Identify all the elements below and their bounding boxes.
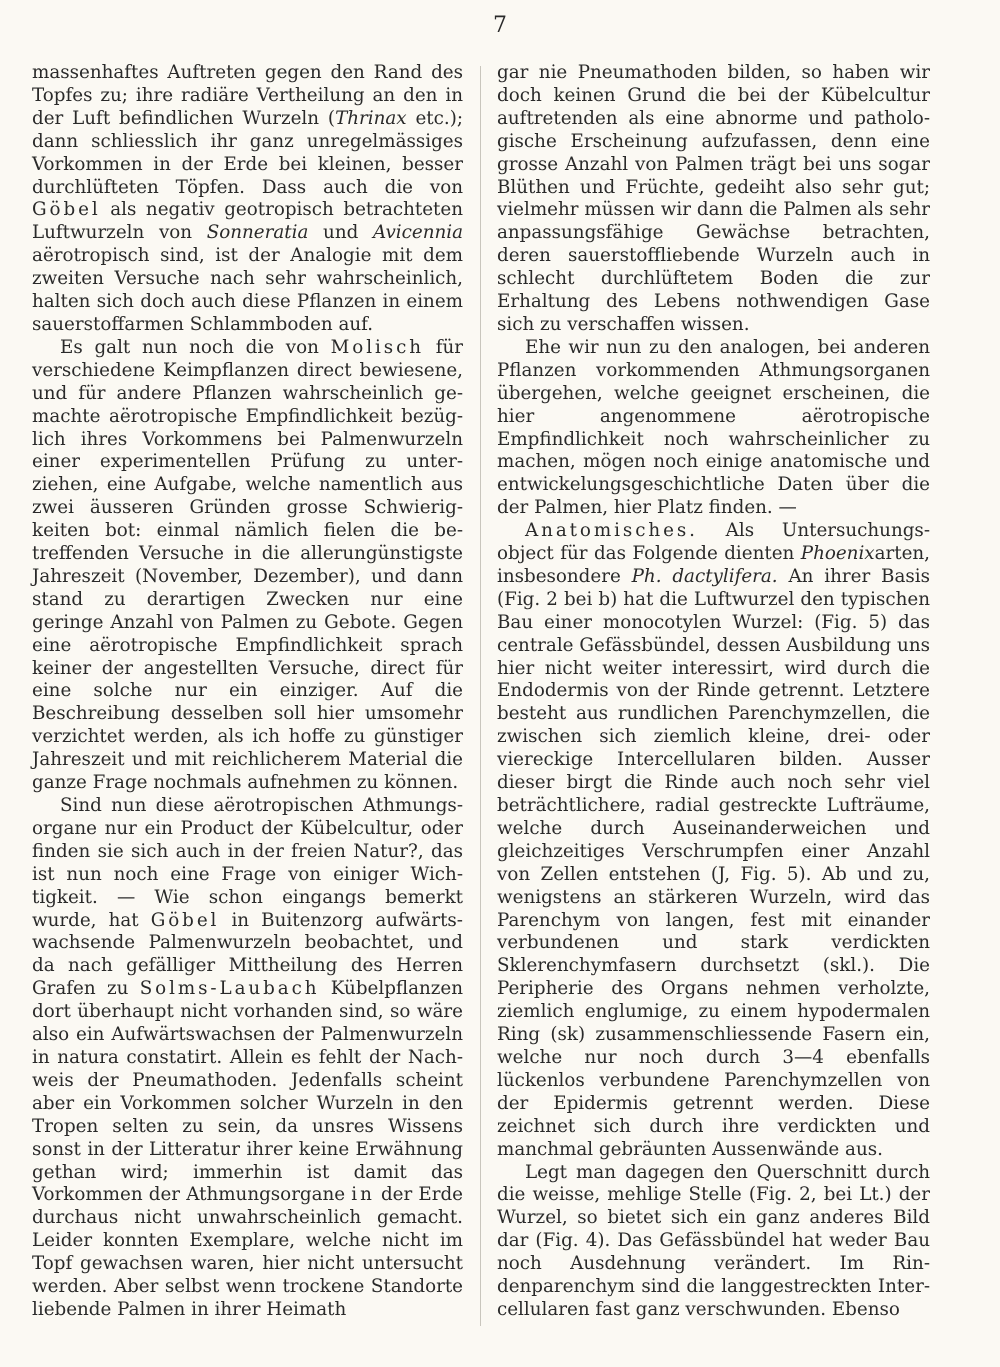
italic-taxon: Ph. dactylifera. — [631, 565, 778, 587]
text-run: gar nie Pneumathoden bilden, so haben wir doch keinen Grund die bei der Kübelcultur auftretenden als eine abnorme und pathologische Erscheinung aufzufassen, denn eine grosse Anzahl von Palmen trägt bei uns sogar Blüthen und Früchte, gedeiht also sehr gut; vielmehr müssen wir dann die Palmen als sehr anpassungsfähige Gewächse betrachten, deren sauerstoffliebende Wurzeln auch in schlecht durchlüftetem Boden die zur Erhaltung des Lebens nothwendigen Gase sich zu verschaffen wissen. — [497, 62, 930, 335]
italic-taxon: Sonneratia — [206, 222, 309, 244]
spaced-author-name: Göbel — [32, 199, 101, 221]
left-column — [32, 62, 463, 1322]
page-number: 7 — [493, 13, 507, 38]
text-run: Kübelpflanzen dort überhaupt nicht vorhanden sind, so wäre also ein Aufwärtswachsen der Palmenwurzeln in natura constatirt. Allein es fehlt der Nachweis der Pneumathoden. Jedenfalls scheint aber ein Vorkommen solcher Wurzeln in den Tropen selten zu sein, da unsres Wissens sonst in der Litteratur ihrer keine Erwähnung gethan wird; immerhin ist damit das Vorkommen der Athmungsorgane — [32, 978, 463, 1206]
italic-taxon: Avicennia — [373, 222, 463, 244]
spaced-author-name: Göbel — [150, 909, 220, 931]
text-run: aërotropisch sind, ist der Analogie mit dem zweiten Versuche nach sehr wahrscheinlich, halten sich doch auch diese Pflanzen in einem sauerstoffarmen Schlammboden auf. — [32, 245, 463, 335]
column-divider — [480, 66, 481, 1326]
paragraph — [497, 1162, 930, 1322]
spaced-author-name: Molisch — [330, 336, 424, 358]
paragraph — [497, 62, 930, 337]
italic-taxon: Phoenix — [800, 543, 875, 565]
text-run: Sind nun diese aërotropischen Athmungsorgane nur ein Product der Kübelcultur, oder finden sie sich auch in der freien Natur?, das ist nun noch eine Frage von einiger Wichtigkeit. — Wie schon eingangs bemerkt wurde, hat — [32, 795, 463, 931]
paragraph — [32, 795, 463, 1322]
paragraph — [32, 337, 463, 795]
paragraph — [497, 520, 930, 1161]
paragraph — [32, 62, 463, 337]
spaced-emphasis: in — [351, 1184, 375, 1206]
text-run: in Buitenzorg aufwärtswachsende Palmenwurzeln beobachtet, und da nach gefälliger Mittheilung des Herren Grafen zu — [32, 909, 463, 1000]
text-run: etc.); dann schliesslich ihr ganz unregelmässiges Vorkommen in der Erde bei kleinen, besser durchlüfteten Töpfen. Dass auch die von — [32, 107, 463, 198]
text-run: massenhaftes Auftreten gegen den Rand des Topfes zu; ihre radiäre Vertheilung an den in der Luft befindlichen Wurzeln ( — [32, 62, 463, 129]
text-run: für verschiedene Keimpflanzen direct bewiesene, und für andere Pflanzen wahrscheinlich gemachte aërotropische Empfindlichkeit bezüglich ihres Vorkommens bei Palmenwurzeln einer experimentellen Prüfung zu unterziehen, eine Aufgabe, welche namentlich aus zwei äusseren Gründen grosse Schwierigkeiten bot: einmal nämlich fielen die betreffenden Versuche in die allerungünstigste Jahreszeit (November, Dezember), und dann stand zu derartigen Zwecken nur eine geringe Anzahl von Palmen zu Gebote. Gegen eine aërotropische Empfindlichkeit sprach keiner der angestellten Versuche, direct für eine solche nur ein einziger. Auf die Beschreibung desselben soll hier umsomehr verzichtet werden, als ich hoffe zu günstiger Jahreszeit und mit reichlicherem Material die ganze Frage nochmals aufnehmen zu können. — [32, 336, 464, 794]
section-heading: Anatomisches. — [525, 520, 698, 542]
text-run: Als Untersuchungsobject für das Folgende dienten — [497, 520, 930, 565]
text-run: Legt man dagegen den Querschnitt durch die weisse, mehlige Stelle (Fig. 2, bei Lt.) der Wurzel, so bietet sich ein ganz anderes Bild dar (Fig. 4). Das Gefässbündel hat weder Bau noch Ausdehnung verändert. Im Rindenparenchym sind die langgestreckten Intercellularen fast ganz verschwunden. Ebenso — [497, 1161, 930, 1320]
right-column — [497, 62, 930, 1322]
text-run: und — [308, 222, 373, 244]
spaced-author-name: Solms-Laubach — [139, 978, 320, 1000]
text-run: als negativ geotropisch betrachteten Luftwurzeln von — [32, 199, 463, 244]
italic-taxon: Thrinax — [335, 107, 407, 129]
text-run: arten, insbesondere — [497, 543, 930, 587]
paragraph — [497, 337, 930, 520]
text-run: Ehe wir nun zu den analogen, bei anderen Pflanzen vorkommenden Athmungsorganen übergehen, welche geeignet erscheinen, die hier angenommene aërotropische Empfindlichkeit noch wahrscheinlicher zu machen, mögen noch einige anatomische und entwickelungsgeschichtliche Daten über die der Palmen, hier Platz finden. — — [497, 336, 930, 519]
text-run: Es galt nun noch die von — [60, 336, 331, 358]
text-run: der Erde durchaus nicht unwahrscheinlich gemacht. Leider konnten Exemplare, welche nicht im Topf gewachsen waren, hier nicht untersucht werden. Aber selbst wenn trockene Standorte liebende Palmen in ihrer Heimath — [32, 1184, 463, 1320]
text-run: An ihrer Basis (Fig. 2 bei b) hat die Luftwurzel den typischen Bau einer monocotylen Wurzel: (Fig. 5) das centrale Gefässbündel, dessen Ausbildung uns hier nicht weiter interessirt, wird durch die Endodermis von der Rinde getrennt. Letztere besteht aus rundlichen Parenchymzellen, die zwischen sich ziemlich kleine, drei- oder viereckige Intercellularen bilden. Ausser dieser birgt die Rinde auch noch sehr viel beträchtlichere, radial gestreckte Lufträume, welche durch Auseinanderweichen und gleichzeitiges Verschrumpfen einer Anzahl von Zellen entstehen (J, Fig. 5). Ab und zu, wenigstens an stärkeren Wurzeln, wird das Parenchym von langen, fest mit einander verbundenen und stark verdickten Sklerenchymfasern durchsetzt (skl.). Die Peripherie des Organs nehmen verholzte, ziemlich englumige, zu einem hypodermalen Ring (sk) zusammenschliessende Fasern ein, welche nur noch durch 3—4 ebenfalls lückenlos verbundene Parenchymzellen von der Epidermis getrennt werden. Diese zeichnet sich durch ihre verdickten und manchmal gebräunten Aussenwände aus. — [497, 565, 930, 1160]
